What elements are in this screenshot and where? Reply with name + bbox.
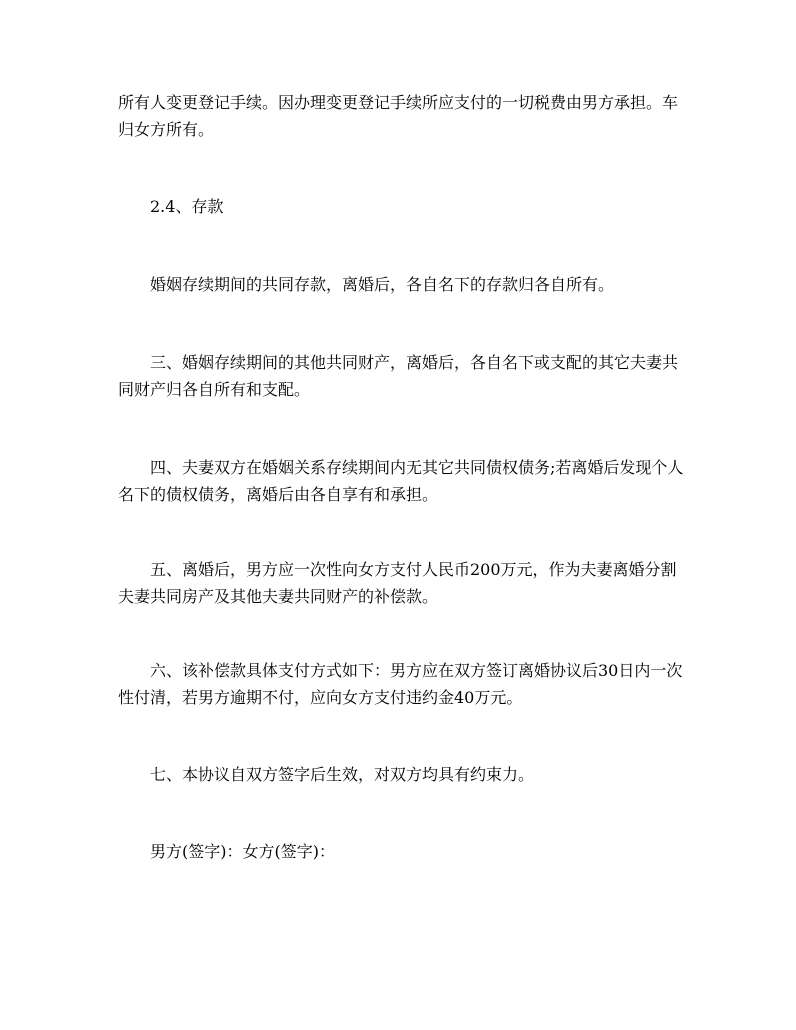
paragraph-debts: 四、夫妻双方在婚姻关系存续期间内无其它共同债权债务;若离婚后发现个人名下的债权债务，离婚后由各自享有和承担。 (118, 458, 684, 504)
signature-line: 男方(签字)：女方(签字)： (118, 842, 335, 861)
section-heading-deposits: 2.4、存款 (118, 197, 224, 216)
paragraph-other-property: 三、婚姻存续期间的其他共同财产，离婚后，各自名下或支配的其它夫妻共同财产归各自所有和支配。 (118, 353, 679, 399)
paragraph-compensation: 五、离婚后，男方应一次性向女方支付人民币200万元，作为夫妻离婚分割夫妻共同房产及其他夫妻共同财产的补偿款。 (118, 560, 677, 606)
paragraph-deposits: 婚姻存续期间的共同存款，离婚后，各自名下的存款归各自所有。 (118, 275, 615, 294)
paragraph-effectiveness: 七、本协议自双方签字后生效，对双方均具有约束力。 (118, 765, 535, 784)
paragraph-payment-terms: 六、该补偿款具体支付方式如下：男方应在双方签订离婚协议后30日内一次性付清，若男方逾期不付，应向女方支付违约金40万元。 (118, 661, 683, 707)
paragraph-vehicle-transfer: 所有人变更登记手续。因办理变更登记手续所应支付的一切税费由男方承担。车归女方所有。 (118, 93, 679, 139)
